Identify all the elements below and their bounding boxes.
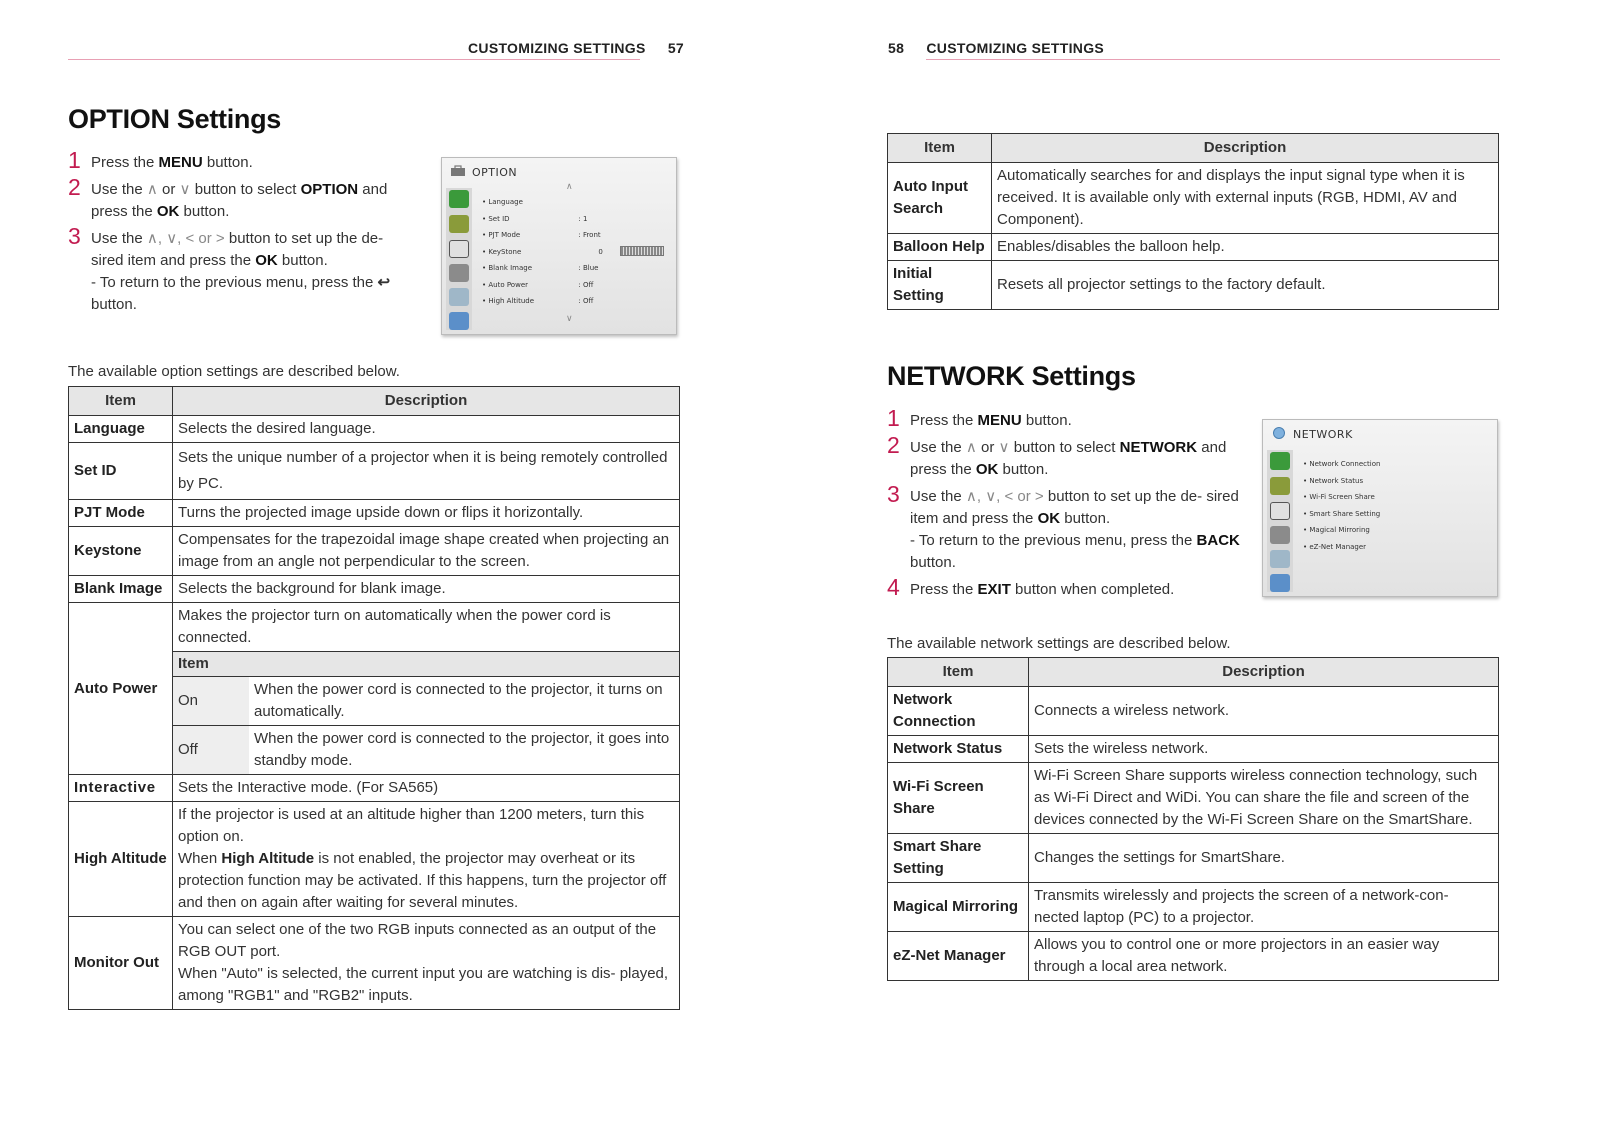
toolbox-icon <box>450 165 466 177</box>
row-description: Sets the Interactive mode. (For SA565) <box>173 775 680 802</box>
desc-text: When <box>178 850 222 867</box>
subtable-option-label: Off <box>173 726 249 775</box>
row-description: Automatically searches for and displays the input signal type when it is received. It is available only with external inputs (RGB, HDMI, AV and Component). <box>992 163 1499 234</box>
page-header <box>888 40 1104 56</box>
osd-item-label: eZ-Net Manager <box>1309 542 1367 551</box>
subtable-option-label: On <box>173 677 249 726</box>
row-description: Selects the background for blank image. <box>173 576 680 603</box>
osd-item: • KeyStone 0 <box>482 244 603 261</box>
osd-sidebar <box>446 188 472 330</box>
step-text: button. <box>1060 510 1111 527</box>
step-bold: OK <box>156 203 180 220</box>
row-description: Enables/disables the balloon help. <box>992 234 1499 261</box>
step-text: Use the <box>91 181 147 198</box>
auto-power-description: Makes the projector turn on automatically when the power cord is connected. <box>178 607 611 646</box>
row-description: Sets the wireless network. <box>1029 736 1499 763</box>
osd-item-label: Wi-Fi Screen Share <box>1309 493 1375 501</box>
row-item: Keystone <box>69 527 173 576</box>
osd-item: • eZ-Net Manager <box>1303 539 1399 556</box>
step-text: Use the <box>91 230 147 247</box>
osd-item-label: Blank Image <box>488 264 533 272</box>
step-text: button. <box>277 252 328 269</box>
step-text: button. <box>998 461 1049 478</box>
monitor-desc-1: You can select one of the two RGB inputs connected as an output of the RGB OUT port. <box>178 921 657 960</box>
down-arrow-icon: ∨ <box>998 439 1010 456</box>
table-row <box>888 883 1499 932</box>
osd-item-label: Set ID <box>488 214 510 223</box>
step-1 <box>887 405 1257 432</box>
arrow-keys-icon: ∧, ∨, < or > <box>146 230 225 247</box>
section-title: OPTION Settings <box>68 104 282 134</box>
subtable-option-description: When the power cord is connected to the projector, it goes into standby mode. <box>249 726 679 775</box>
osd-item: • Wi-Fi Screen Share <box>1303 489 1399 506</box>
row-description: Wi-Fi Screen Share supports wireless connection technology, such as Wi-Fi Direct and WiDi. You can share the file and screen of the devices connected by the Wi-Fi Screen Share on the SmartShare. <box>1029 763 1499 834</box>
table-header-row <box>888 658 1499 687</box>
osd-item: • Blank Image : Blue <box>482 260 603 277</box>
row-item: Interactive <box>69 775 173 802</box>
step-number: 4 <box>887 574 900 600</box>
row-item: Blank Image <box>69 576 173 603</box>
return-icon: ↩ <box>377 274 391 291</box>
row-item: Initial Setting <box>888 261 992 310</box>
row-item: Auto Input Search <box>888 163 992 234</box>
table-intro: The available option settings are described below. <box>68 363 400 380</box>
input-icon <box>449 288 469 306</box>
step-bold: MENU <box>977 412 1022 429</box>
step-text: and press the <box>910 439 1227 478</box>
header-rule <box>68 59 640 60</box>
row-item: Set ID <box>69 443 173 500</box>
osd-item: • Language <box>482 194 603 211</box>
subtable-header-row <box>173 652 679 677</box>
step-bold: NETWORK <box>1119 439 1198 456</box>
osd-item-label: Magical Mirroring <box>1309 526 1370 534</box>
auto-power-subtable <box>173 651 679 774</box>
row-description <box>173 802 680 917</box>
step-bold: OK <box>975 461 999 478</box>
step-sub-note <box>910 530 1257 574</box>
row-item: Auto Power <box>69 603 173 775</box>
table-intro: The available network settings are described below. <box>887 635 1231 652</box>
row-description: Allows you to control one or more projectors in an easier way through a local area network. <box>1029 932 1499 981</box>
step-text: Press the <box>910 581 978 598</box>
step-text: button. <box>202 154 253 171</box>
osd-item-label: Auto Power <box>488 280 529 289</box>
up-arrow-icon: ∧ <box>146 181 158 198</box>
page-number: 58 <box>888 40 905 56</box>
step-text: button. <box>910 554 956 571</box>
desc-text: is not enabled, the projector may overheat or its protection function may be activated. If this happens, turn the projector off and then on again after waiting for several minutes. <box>178 850 667 911</box>
up-arrow-icon: ∧ <box>965 439 977 456</box>
option-table-continued <box>887 133 1499 310</box>
osd-item-value: : Front <box>578 231 601 239</box>
step-text: button. <box>91 296 137 313</box>
table-row <box>69 917 680 1010</box>
osd-item: • PJT Mode : Front <box>482 227 603 244</box>
step-text: Use the <box>910 439 966 456</box>
osd-item: • Auto Power : Off <box>482 277 603 294</box>
step-text: Press the <box>91 154 159 171</box>
osd-item-label: Network Status <box>1309 476 1364 485</box>
table-row <box>69 527 680 576</box>
row-description: Turns the projected image upside down or flips it horizontally. <box>173 500 680 527</box>
audio-icon <box>449 215 469 233</box>
table-row <box>888 687 1499 736</box>
step-text: Use the <box>910 488 966 505</box>
row-item: Balloon Help <box>888 234 992 261</box>
table-row <box>69 500 680 527</box>
page-number: 57 <box>667 40 685 56</box>
subtable-row <box>173 677 679 726</box>
step-1 <box>68 147 418 174</box>
table-row <box>69 603 680 775</box>
table-row <box>69 802 680 917</box>
col-header-description: Description <box>1029 658 1499 687</box>
step-number: 3 <box>887 481 900 507</box>
step-text: - To return to the previous menu, press the <box>910 532 1197 549</box>
table-row <box>69 416 680 443</box>
table-row <box>69 775 680 802</box>
step-bold: MENU <box>158 154 203 171</box>
step-text: button. <box>179 203 230 220</box>
header-section: CUSTOMIZING SETTINGS <box>926 40 1105 56</box>
time-icon <box>1270 502 1290 520</box>
row-description: Selects the desired language. <box>173 416 680 443</box>
step-bold: OPTION <box>300 181 359 198</box>
osd-item-label: Smart Share Setting <box>1309 509 1381 518</box>
osd-item-value: : Off <box>578 280 594 289</box>
step-text: or <box>976 439 999 456</box>
step-number: 1 <box>887 405 900 431</box>
globe-icon <box>1271 427 1287 439</box>
step-text: button. <box>1021 412 1072 429</box>
osd-item-label: PJT Mode <box>488 231 521 239</box>
step-text: button to set up the de- sired item and press the <box>91 230 384 269</box>
osd-item-value: : Blue <box>578 264 599 272</box>
osd-item: • Set ID : 1 <box>482 211 603 228</box>
table-row <box>888 261 1499 310</box>
osd-item: • Network Connection <box>1303 456 1399 473</box>
page-header <box>468 40 684 56</box>
subtable-option-description: When the power cord is connected to the projector, it turns on automatically. <box>249 677 679 726</box>
row-description: Resets all projector settings to the factory default. <box>992 261 1499 310</box>
osd-item-list <box>1303 456 1399 555</box>
row-description: Compensates for the trapezoidal image shape created when projecting an image from an angle not perpendicular to the screen. <box>173 527 680 576</box>
table-row <box>888 736 1499 763</box>
osd-item-label: KeyStone <box>488 247 522 256</box>
step-text: button to select <box>1009 439 1120 456</box>
col-header-item: Item <box>69 387 173 416</box>
altitude-desc-2 <box>178 848 674 914</box>
arrow-keys-icon: ∧, ∨, < or > <box>965 488 1044 505</box>
subtable-row <box>173 726 679 775</box>
row-description <box>173 917 680 1010</box>
keystone-slider <box>620 246 664 256</box>
table-row <box>888 234 1499 261</box>
steps-list <box>68 147 418 321</box>
col-header-item: Item <box>888 658 1029 687</box>
row-item: Wi-Fi Screen Share <box>888 763 1029 834</box>
row-item: Network Connection <box>888 687 1029 736</box>
osd-item-value: 0 <box>598 247 603 256</box>
network-icon <box>449 312 469 330</box>
table-row <box>888 932 1499 981</box>
step-number: 1 <box>68 147 81 173</box>
step-text: - To return to the previous menu, press the <box>91 274 378 291</box>
header-section: CUSTOMIZING SETTINGS <box>468 40 646 56</box>
right-page <box>806 0 1612 1128</box>
step-text: button when completed. <box>1010 581 1175 598</box>
monitor-desc-2: When "Auto" is selected, the current input you are watching is dis- played, among "RGB1" and "RGB2" inputs. <box>178 965 669 1004</box>
osd-item: • Magical Mirroring <box>1303 522 1399 539</box>
down-arrow-icon: ∨ <box>179 181 191 198</box>
scroll-up-icon: ∧ <box>566 182 573 192</box>
row-item: Smart Share Setting <box>888 834 1029 883</box>
table-header-row <box>69 387 680 416</box>
step-bold: OK <box>255 252 278 269</box>
table-row <box>888 763 1499 834</box>
step-number: 2 <box>68 174 81 200</box>
osd-item-list <box>482 194 603 310</box>
row-item: Magical Mirroring <box>888 883 1029 932</box>
row-item: High Altitude <box>69 802 173 917</box>
row-description <box>173 603 680 775</box>
option-icon <box>449 264 469 282</box>
desc-bold: High Altitude <box>221 850 315 867</box>
osd-item-value: : 1 <box>578 214 588 223</box>
step-number: 2 <box>887 432 900 458</box>
network-table <box>887 657 1499 981</box>
network-menu-screenshot <box>1262 419 1498 597</box>
row-item: Monitor Out <box>69 917 173 1010</box>
osd-sidebar <box>1267 450 1293 592</box>
table-row <box>69 443 680 500</box>
osd-item: • High Altitude : Off <box>482 293 603 310</box>
subtable-header-item: Item <box>173 652 679 677</box>
row-description: Connects a wireless network. <box>1029 687 1499 736</box>
step-4 <box>887 574 1257 601</box>
steps-list <box>887 405 1257 606</box>
row-item: Network Status <box>888 736 1029 763</box>
input-icon <box>1270 550 1290 568</box>
col-header-description: Description <box>992 134 1499 163</box>
row-item: eZ-Net Manager <box>888 932 1029 981</box>
row-description: Sets the unique number of a projector when it is being remotely controlled by PC. <box>173 443 680 500</box>
step-text: and press the <box>91 181 388 220</box>
table-row <box>69 576 680 603</box>
altitude-desc-1: If the projector is used at an altitude higher than 1200 meters, turn this option on. <box>178 806 645 845</box>
row-description: Transmits wirelessly and projects the screen of a network-con- nected laptop (PC) to a projector. <box>1029 883 1499 932</box>
row-description: Changes the settings for SmartShare. <box>1029 834 1499 883</box>
table-header-row <box>888 134 1499 163</box>
row-item: Language <box>69 416 173 443</box>
step-2 <box>887 432 1257 481</box>
osd-item-value: : Off <box>578 297 594 305</box>
step-bold: EXIT <box>977 581 1011 598</box>
picture-icon <box>449 190 469 208</box>
scroll-down-icon: ∨ <box>566 314 573 324</box>
step-text: button to select <box>190 181 301 198</box>
picture-icon <box>1270 452 1290 470</box>
osd-item-label: High Altitude <box>488 297 535 305</box>
osd-item: • Smart Share Setting <box>1303 506 1399 523</box>
section-title: NETWORK Settings <box>887 361 1136 391</box>
row-item: PJT Mode <box>69 500 173 527</box>
time-icon <box>449 240 469 258</box>
step-bold: OK <box>1037 510 1061 527</box>
osd-title: NETWORK <box>1293 428 1353 441</box>
osd-item: • Network Status <box>1303 473 1399 490</box>
step-3 <box>887 481 1257 574</box>
step-text: button to set up the de- sired item and press the <box>910 488 1239 527</box>
table-row <box>888 163 1499 234</box>
step-text: Press the <box>910 412 978 429</box>
option-icon <box>1270 526 1290 544</box>
step-sub-note <box>91 272 418 316</box>
step-bold: BACK <box>1196 532 1240 549</box>
col-header-item: Item <box>888 134 992 163</box>
step-text: or <box>157 181 180 198</box>
audio-icon <box>1270 477 1290 495</box>
step-number: 3 <box>68 223 81 249</box>
table-row <box>888 834 1499 883</box>
col-header-description: Description <box>173 387 680 416</box>
option-table <box>68 386 680 1010</box>
step-2 <box>68 174 418 223</box>
osd-title: OPTION <box>472 166 518 179</box>
option-menu-screenshot <box>441 157 677 335</box>
osd-item-label: Language <box>488 198 523 206</box>
network-icon <box>1270 574 1290 592</box>
step-3 <box>68 223 418 316</box>
header-rule <box>926 59 1500 60</box>
osd-item-label: Network Connection <box>1309 460 1381 468</box>
